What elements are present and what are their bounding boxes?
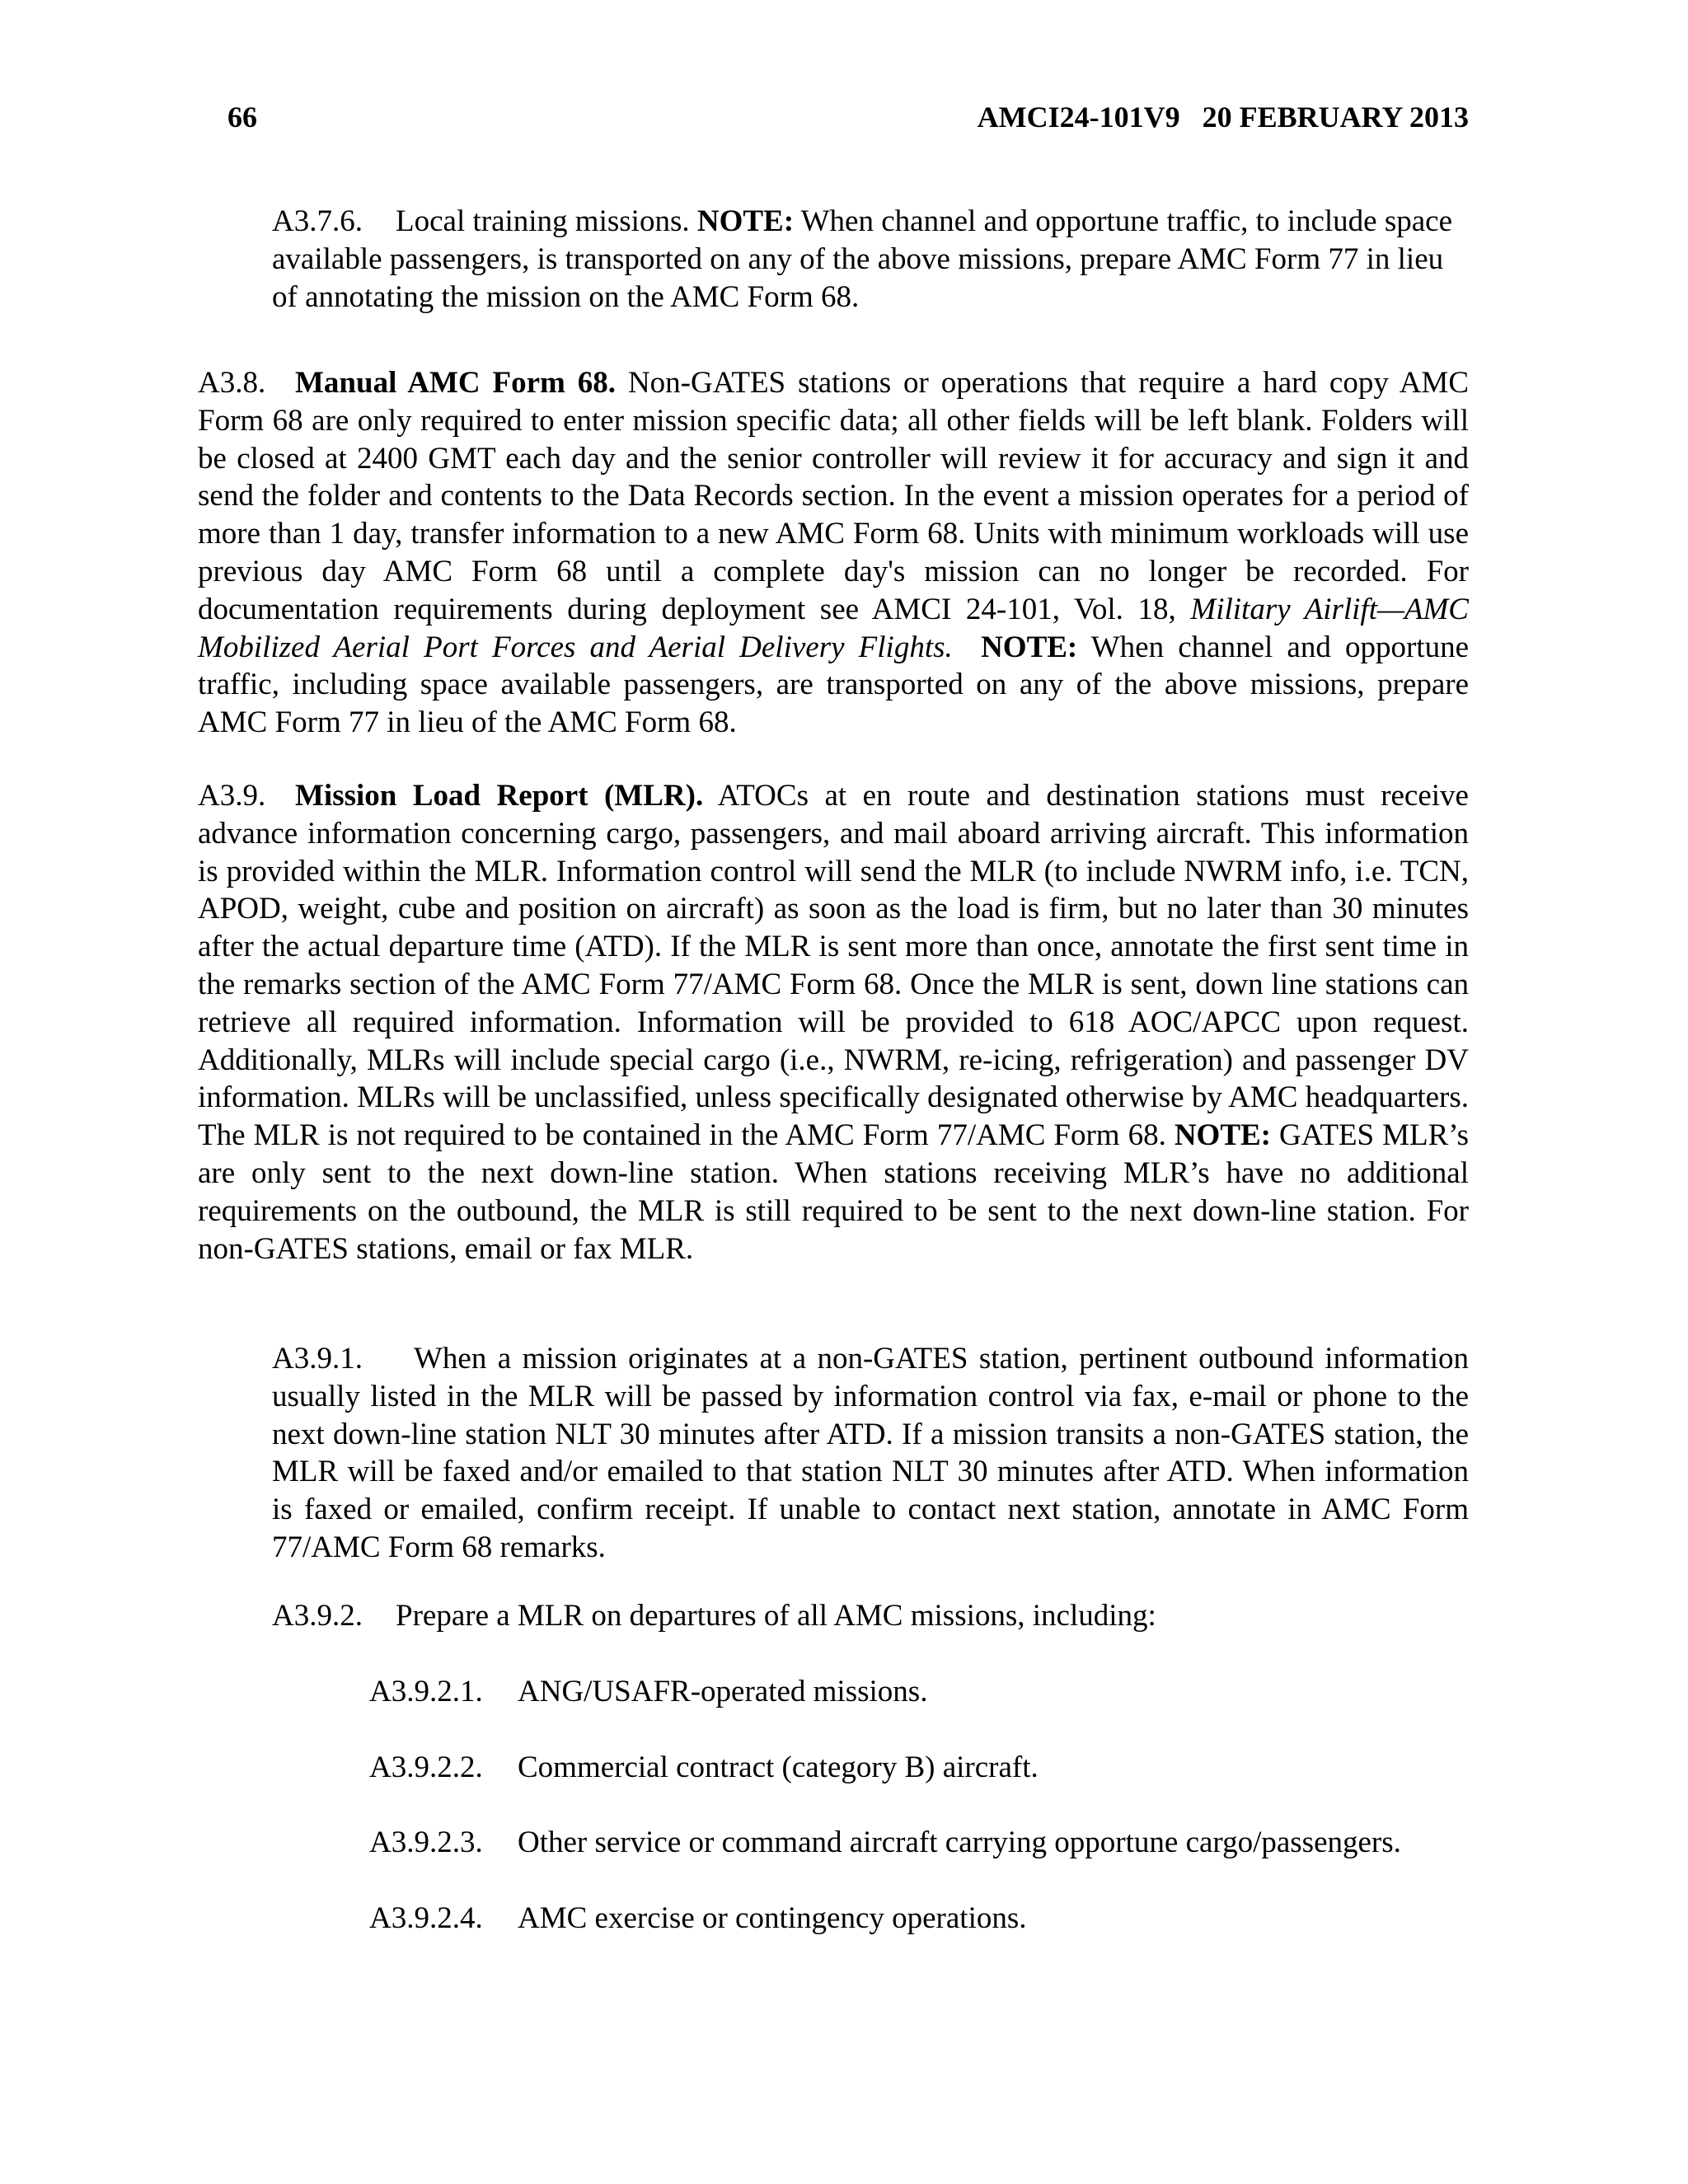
note-text: When channel and opportune traffic, to include space available passengers, is transported on any of the above missions, prepare AMC Form 77 in lieu of annotating the mission on the AMC Form 68. xyxy=(272,204,1453,314)
list-item xyxy=(369,1900,1027,1938)
paragraph-number: A3.9.2. xyxy=(272,1599,363,1633)
list-item-number: A3.9.2.3. xyxy=(369,1825,483,1859)
document-id: AMCI24-101V9 20 FEBRUARY 2013 xyxy=(977,101,1469,134)
paragraph-number: A3.7.6. xyxy=(272,204,363,238)
note-label: NOTE: xyxy=(1174,1118,1272,1153)
paragraph-text: Local training missions. xyxy=(396,204,697,238)
list-item xyxy=(369,1673,927,1711)
page-header xyxy=(227,99,1469,135)
paragraph-a3-9-1 xyxy=(272,1340,1469,1567)
note-label: NOTE: xyxy=(981,630,1078,664)
page-number: 66 xyxy=(227,101,257,134)
list-item-number: A3.9.2.2. xyxy=(369,1750,483,1784)
paragraph-text: When a mission originates at a non-GATES station, pertinent outbound information usually listed in the MLR will be passed by information control via fax, e-mail or phone to the next down-line station NLT 30 minutes after ATD. If a mission transits a non-GATES station, the MLR will be faxed and/or emailed to that station NLT 30 minutes after ATD. When information is faxed or emailed, confirm receipt. If unable to contact next station, annotate in AMC Form 77/AMC Form 68 remarks. xyxy=(272,1342,1469,1564)
paragraph-a3-9 xyxy=(198,777,1469,1268)
note-label: NOTE: xyxy=(696,204,795,238)
paragraph-title: Mission Load Report (MLR). xyxy=(295,779,704,813)
list-item xyxy=(369,1749,1039,1787)
publication-title: Military Airlift—AMC Mobilized Aerial Port Forces and Aerial Delivery Flights. xyxy=(198,592,1469,664)
paragraph-text: Prepare a MLR on departures of all AMC missions, including: xyxy=(396,1599,1156,1633)
paragraph-number: A3.9.1. xyxy=(272,1342,363,1376)
list-item-number: A3.9.2.4. xyxy=(369,1901,483,1935)
paragraph-number: A3.9. xyxy=(198,779,266,813)
list-item-text: Commercial contract (category B) aircraft. xyxy=(518,1750,1039,1784)
paragraph-text: Non-GATES stations or operations that require a hard copy AMC Form 68 are only required to enter mission specific data; all other fields will be left blank. Folders will be closed at 2400 GMT each day and the senior controller will review it for accuracy and sign it and send the folder and contents to the Data Records section. In the event a mission operates for a period of more than 1 day, transfer information to a new AMC Form 68. Units with minimum workloads will use previous day AMC Form 68 until a complete day's mission can no longer be recorded. For documentation requirements during deployment see AMCI 24-101, Vol. 18, xyxy=(198,366,1470,626)
list-item-text: ANG/USAFR-operated missions. xyxy=(518,1675,928,1708)
paragraph-number: A3.8. xyxy=(198,366,266,400)
paragraph-a3-8 xyxy=(198,364,1469,742)
paragraph-a3-7-6 xyxy=(272,203,1469,316)
list-item-text: Other service or command aircraft carrying opportune cargo/passengers. xyxy=(518,1825,1401,1859)
note-text: When channel and opportune traffic, including space available passengers, are transported on any of the above missions, prepare AMC Form 77 in lieu of the AMC Form 68. xyxy=(198,630,1470,740)
note-text: GATES MLR’s are only sent to the next down-line station. When stations receiving MLR’s have no additional requirements on the outbound, the MLR is still required to be sent to the next down-line station. For non-GATES stations, email or fax MLR. xyxy=(198,1118,1469,1266)
paragraph-text: ATOCs at en route and destination stations must receive advance information concerning cargo, passengers, and mail aboard arriving aircraft. This information is provided within the MLR. Information control will send the MLR (to include NWRM info, i.e. TCN, APOD, weight, cube and position on aircraft) as soon as the load is firm, but no later than 30 minutes after the actual departure time (ATD). If the MLR is sent more than once, annotate the first sent time in the remarks section of the AMC Form 77/AMC Form 68. Once the MLR is sent, down line stations can retrieve all required information. Information will be provided to 618 AOC/APCC upon request. Additionally, MLRs will include special cargo (i.e., NWRM, re-icing, refrigeration) and passenger DV information. MLRs will be unclassified, unless specifically designated otherwise by AMC headquarters. The MLR is not required to be contained in the AMC Form 77/AMC Form 68. xyxy=(198,779,1469,1153)
list-item-text: AMC exercise or contingency operations. xyxy=(518,1901,1027,1935)
paragraph-title: Manual AMC Form 68. xyxy=(295,366,617,400)
paragraph-a3-9-2 xyxy=(272,1597,1469,1635)
list-item-number: A3.9.2.1. xyxy=(369,1675,483,1708)
list-item xyxy=(369,1824,1401,1862)
